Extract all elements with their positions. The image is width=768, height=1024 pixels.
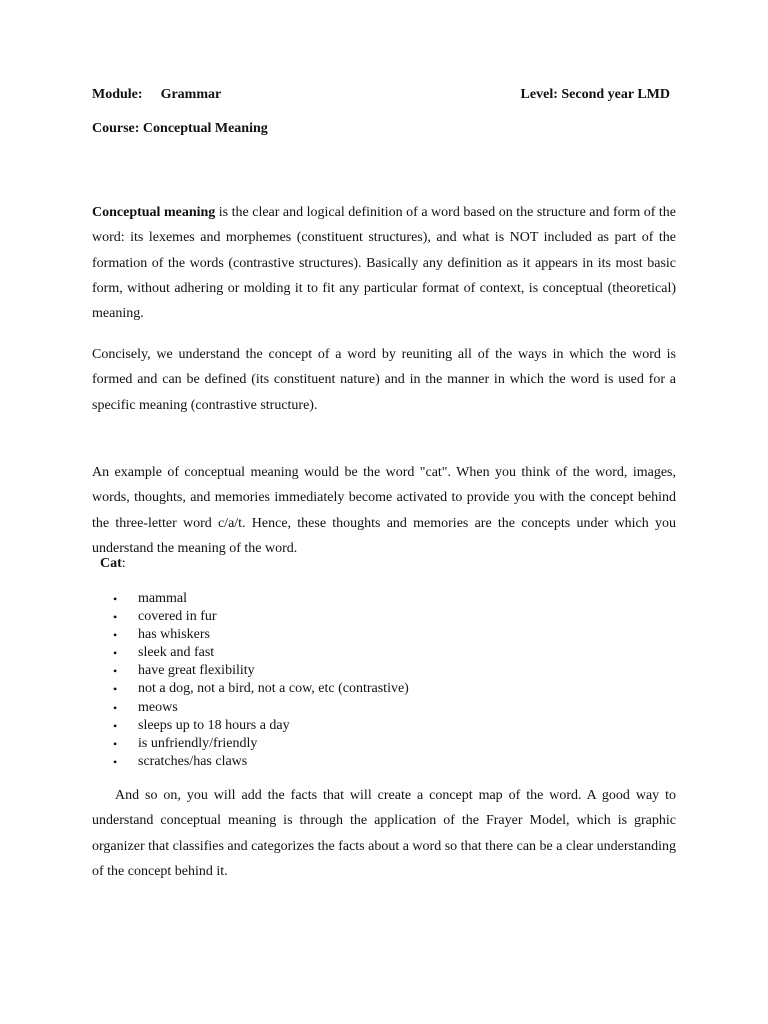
bullet-icon: • — [113, 700, 118, 715]
bullet-icon: • — [113, 754, 118, 769]
course-title: Course: Conceptual Meaning — [92, 121, 268, 136]
bullet-icon: • — [113, 628, 118, 643]
list-item — [113, 644, 409, 662]
list-item-text: have great flexibility — [138, 663, 255, 679]
paragraph-conclusion: And so on, you will add the facts that will create a concept map of the word. A good way to understand conceptual meaning is through the application of the Frayer Model, which is graphic organizer that classifies and categorizes the facts about a word so that there can be a clear understanding of the concept behind it. — [92, 788, 676, 879]
bullet-icon: • — [113, 592, 118, 606]
bullet-icon: • — [113, 736, 118, 751]
bullet-icon: • — [113, 718, 118, 733]
list-item — [113, 662, 409, 680]
list-item-text: has whiskers — [138, 627, 210, 643]
list-item-text: sleeps up to 18 hours a day — [138, 717, 290, 733]
list-item-text: sleek and fast — [138, 645, 215, 661]
definition-text: is the clear and logical definition of a word based on the structure and form of the word: its lexemes and morphemes (constituent structures), and what is NOT included as part of the formation of the words (contrastive structures). Basically any definition as it appears in its most basic form, without adhering or molding it to fit any particular format of context, is conceptual (theoretical) meaning. — [92, 205, 676, 322]
list-item-text: not a dog, not a bird, not a cow, etc (contrastive) — [138, 681, 409, 697]
list-item-text: covered in fur — [138, 609, 217, 625]
paragraph-concisely: Concisely, we understand the concept of a word by reuniting all of the ways in which the word is formed and can be defined (its constituent nature) and in the manner in which the word is used for a specific meaning (contrastive structure). — [92, 347, 676, 413]
term-bold: Conceptual meaning — [92, 205, 216, 220]
bullet-icon: • — [113, 664, 118, 679]
cat-attribute-list — [113, 590, 409, 771]
list-item-text: scratches/has claws — [138, 753, 248, 769]
list-item — [113, 717, 409, 735]
cat-heading-colon: : — [121, 556, 126, 571]
paragraph-example: An example of conceptual meaning would be the word "cat". When you think of the word, images, words, thoughts, and memories immediately become activated to provide you with the concept behind the three-letter word c/a/t. Hence, these thoughts and memories are the concepts under which you understand the meaning of the word. — [92, 465, 676, 556]
list-item — [113, 626, 409, 644]
bullet-icon: • — [113, 682, 118, 697]
cat-heading-word: Cat — [100, 556, 122, 571]
module-value: Grammar — [160, 87, 222, 102]
module-label: Module: — [92, 87, 143, 102]
module-line — [92, 87, 221, 103]
list-item — [113, 753, 409, 771]
list-item-text: is unfriendly/friendly — [138, 735, 258, 751]
list-item — [113, 608, 409, 626]
list-item-text: meows — [138, 699, 178, 715]
list-item — [113, 680, 409, 698]
list-item — [113, 699, 409, 717]
bullet-icon: • — [113, 646, 118, 661]
cat-heading — [100, 556, 126, 572]
list-item-text: mammal — [138, 591, 187, 606]
paragraph-definition — [92, 200, 676, 326]
list-item — [113, 590, 409, 608]
level-label: Level: Second year LMD — [520, 87, 670, 102]
list-item — [113, 735, 409, 753]
bullet-icon: • — [113, 610, 118, 625]
